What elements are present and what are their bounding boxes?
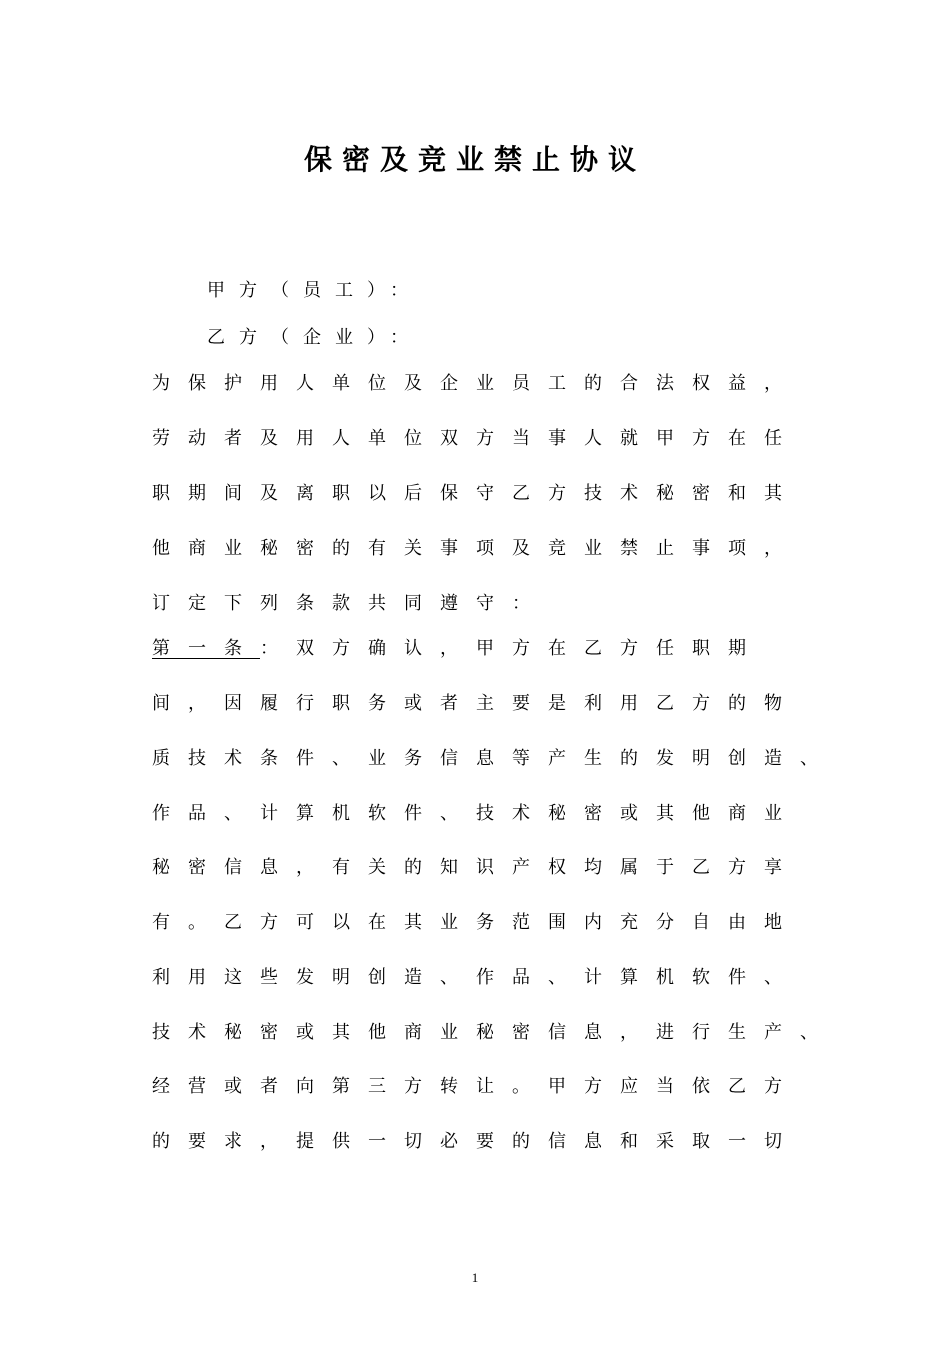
article-1-line: 技术秘密或其他商业秘密信息，进行生产、 <box>152 1022 836 1043</box>
party-a-label: 甲方（员工）： <box>207 280 422 301</box>
preamble-line: 他商业秘密的有关事项及竞业禁止事项， <box>152 538 800 559</box>
party-b-label: 乙方（企业）： <box>207 327 422 348</box>
article-1-line: 秘密信息，有关的知识产权均属于乙方享 <box>152 857 800 878</box>
document-title: 保密及竞业禁止协议 <box>303 143 646 176</box>
preamble-line: 订定下列条款共同遵守： <box>152 593 548 614</box>
preamble-line: 劳动者及用人单位双方当事人就甲方在任 <box>152 428 800 449</box>
preamble-line: 为保护用人单位及企业员工的合法权益， <box>152 373 800 394</box>
article-1-line: 有。乙方可以在其业务范围内充分自由地 <box>152 912 800 933</box>
article-1-line: 利用这些发明创造、作品、计算机软件、 <box>152 967 800 988</box>
article-1-line: 间，因履行职务或者主要是利用乙方的物 <box>152 693 800 714</box>
article-1-label: 第一条 <box>152 638 260 659</box>
page-number: 1 <box>471 1270 479 1285</box>
article-1-first-line-text: ：双方确认，甲方在乙方任职期 <box>260 638 764 659</box>
article-1-line: 作品、计算机软件、技术秘密或其他商业 <box>152 803 800 824</box>
article-1-line: 经营或者向第三方转让。甲方应当依乙方 <box>152 1076 800 1097</box>
article-1-line: 的要求，提供一切必要的信息和采取一切 <box>152 1131 800 1152</box>
preamble-line: 职期间及离职以后保守乙方技术秘密和其 <box>152 483 800 504</box>
article-1-first-line <box>152 634 764 660</box>
article-1-line: 质技术条件、业务信息等产生的发明创造、 <box>152 748 836 769</box>
